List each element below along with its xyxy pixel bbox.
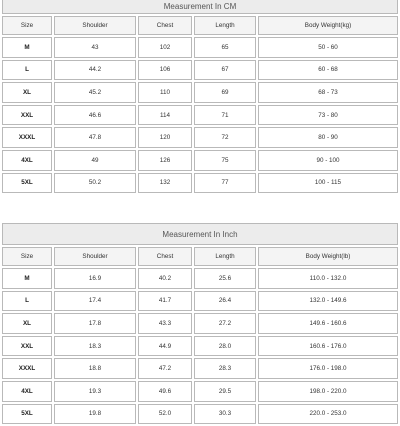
table-cell: 132: [138, 173, 192, 194]
table-cell: 49.6: [138, 381, 192, 402]
table-cell: 30.3: [194, 404, 256, 425]
table-cell: 120: [138, 127, 192, 148]
table-cell: 114: [138, 105, 192, 126]
cm-table-title: Measurement In CM: [2, 0, 398, 14]
table-cell: 126: [138, 150, 192, 171]
table-row: [2, 336, 398, 357]
table-cell: 44.9: [138, 336, 192, 357]
table-row: [2, 268, 398, 289]
size-cell: XL: [2, 313, 52, 334]
column-header: Body Weight(kg): [258, 16, 398, 35]
table-cell: 49: [54, 150, 136, 171]
measurement-inch-table: [0, 221, 400, 426]
table-cell: 60 - 68: [258, 60, 398, 81]
table-row: [2, 150, 398, 171]
table-cell: 19.8: [54, 404, 136, 425]
size-cell: XXL: [2, 105, 52, 126]
table-row: [2, 313, 398, 334]
table-cell: 160.6 - 176.0: [258, 336, 398, 357]
table-cell: 41.7: [138, 291, 192, 312]
cm-title-row: [2, 0, 398, 14]
table-cell: 40.2: [138, 268, 192, 289]
table-cell: 198.0 - 220.0: [258, 381, 398, 402]
size-cell: XXXL: [2, 358, 52, 379]
table-cell: 43: [54, 37, 136, 58]
table-cell: 27.2: [194, 313, 256, 334]
table-cell: 47.2: [138, 358, 192, 379]
size-cell: 4XL: [2, 150, 52, 171]
table-cell: 73 - 80: [258, 105, 398, 126]
table-cell: 132.0 - 149.6: [258, 291, 398, 312]
column-header: Chest: [138, 247, 192, 266]
column-header: Chest: [138, 16, 192, 35]
column-header: Size: [2, 247, 52, 266]
size-cell: XXXL: [2, 127, 52, 148]
inch-table-title: Measurement In Inch: [2, 223, 398, 245]
table-row: [2, 381, 398, 402]
table-row: [2, 105, 398, 126]
table-cell: 80 - 90: [258, 127, 398, 148]
table-cell: 110: [138, 82, 192, 103]
size-cell: M: [2, 37, 52, 58]
size-cell: L: [2, 60, 52, 81]
table-cell: 52.0: [138, 404, 192, 425]
size-cell: 5XL: [2, 173, 52, 194]
table-cell: 16.9: [54, 268, 136, 289]
table-cell: 90 - 100: [258, 150, 398, 171]
cm-header-row: [2, 16, 398, 35]
measurement-cm-table: [0, 0, 400, 195]
size-cell: XXL: [2, 336, 52, 357]
table-cell: 106: [138, 60, 192, 81]
table-cell: 45.2: [54, 82, 136, 103]
column-header: Length: [194, 16, 256, 35]
size-cell: M: [2, 268, 52, 289]
table-cell: 69: [194, 82, 256, 103]
size-cell: 5XL: [2, 404, 52, 425]
column-header: Size: [2, 16, 52, 35]
table-cell: 19.3: [54, 381, 136, 402]
table-row: [2, 291, 398, 312]
table-cell: 65: [194, 37, 256, 58]
table-cell: 110.0 - 132.0: [258, 268, 398, 289]
column-header: Length: [194, 247, 256, 266]
table-row: [2, 37, 398, 58]
size-cell: L: [2, 291, 52, 312]
column-header: Shoulder: [54, 247, 136, 266]
inch-title-row: [2, 223, 398, 245]
table-cell: 43.3: [138, 313, 192, 334]
table-cell: 68 - 73: [258, 82, 398, 103]
table-cell: 100 - 115: [258, 173, 398, 194]
table-cell: 28.3: [194, 358, 256, 379]
table-cell: 18.3: [54, 336, 136, 357]
table-cell: 50.2: [54, 173, 136, 194]
table-cell: 77: [194, 173, 256, 194]
table-cell: 47.8: [54, 127, 136, 148]
table-cell: 71: [194, 105, 256, 126]
table-cell: 17.4: [54, 291, 136, 312]
table-row: [2, 127, 398, 148]
table-cell: 17.8: [54, 313, 136, 334]
inch-header-row: [2, 247, 398, 266]
table-cell: 18.8: [54, 358, 136, 379]
table-cell: 25.6: [194, 268, 256, 289]
table-row: [2, 404, 398, 425]
table-row: [2, 82, 398, 103]
table-row: [2, 358, 398, 379]
column-header: Body Weight(lb): [258, 247, 398, 266]
table-row: [2, 60, 398, 81]
table-cell: 176.0 - 198.0: [258, 358, 398, 379]
table-cell: 46.6: [54, 105, 136, 126]
size-cell: XL: [2, 82, 52, 103]
table-cell: 29.5: [194, 381, 256, 402]
table-cell: 50 - 60: [258, 37, 398, 58]
table-cell: 67: [194, 60, 256, 81]
table-cell: 26.4: [194, 291, 256, 312]
table-cell: 28.0: [194, 336, 256, 357]
table-row: [2, 173, 398, 194]
size-cell: 4XL: [2, 381, 52, 402]
table-cell: 44.2: [54, 60, 136, 81]
table-cell: 75: [194, 150, 256, 171]
table-cell: 149.6 - 160.6: [258, 313, 398, 334]
inch-table-body: [2, 223, 398, 424]
cm-table-body: [2, 0, 398, 193]
table-cell: 102: [138, 37, 192, 58]
table-cell: 220.0 - 253.0: [258, 404, 398, 425]
table-cell: 72: [194, 127, 256, 148]
column-header: Shoulder: [54, 16, 136, 35]
